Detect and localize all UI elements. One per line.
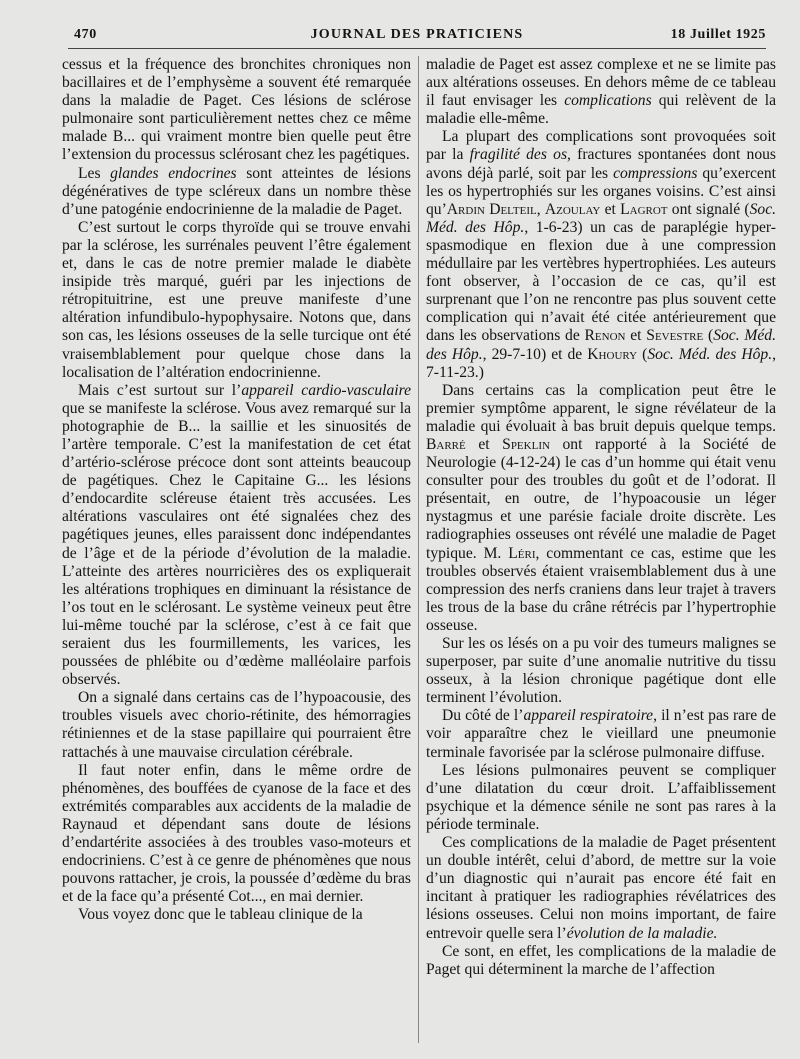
paragraph: Il faut noter enfin, dans le même ordre de phénomènes, des bouffées de cyanose de la face et des extrémités comparables aux accidents de la maladie de Raynaud et dépendant sans doute de lésions d’endartérite associées à des troubles vaso-moteurs et endocriniens. C’est à ce genre de phénomènes que nous pouvons rattacher, je crois, la poussée d’œdème du bras et de la face qu’a présenté Cot..., en mai dernier.	[62, 761, 411, 906]
paragraph: Les glandes endocrines sont atteintes de lésions dégénératives de type scléreux dans un nombre thèse d’une patogénie endocrinienne de la maladie de Paget.	[62, 164, 411, 218]
paragraph: Sur les os lésés on a pu voir des tumeurs malignes se superposer, par suite d’une anomalie nutritive du tissu osseux, à la lésion chronique pagétique dont elle terminent l’évolution.	[426, 635, 776, 707]
paragraph: Ces complications de la maladie de Paget présentent un double intérêt, celui d’abord, de mettre sur la voie d’un diagnostic qui n’aurait pas encore été fait en incitant à pratiquer les radiographies révélatrices des lésions osseuses. Celui non moins important, de faire entrevoir quelle sera l’évolution de la maladie.	[426, 834, 776, 942]
paragraph: Du côté de l’appareil respiratoire, il n’est pas rare de voir apparaître chez le vieillard une pneumonie terminale favorisée par la sclérose pulmonaire diffuse.	[426, 707, 776, 761]
page-header	[68, 24, 766, 49]
right-column	[426, 56, 776, 1043]
paragraph: cessus et la fréquence des bronchites chroniques non bacillaires et de l’emphysème a souvent été remarquée dans la maladie de Paget. Ces lésions de sclérose pulmonaire sont particulièrement nettes chez ce même malade B... qui vraiment montre bien quelle peut être l’extension du processus sclérosant chez les pagétiques.	[62, 56, 411, 164]
paragraph: Les lésions pulmonaires peuvent se compliquer d’une dilatation du cœur droit. L’affaiblissement psychique et la démence sénile ne sont pas rares à la période terminale.	[426, 761, 776, 833]
paragraph: La plupart des complications sont provoquées soit par la fragilité des os, fractures spontanées dont nous avons déjà parlé, soit par les compressions qu’exercent les os hypertrophiés sur les organes voisins. C’est ainsi qu’Ardin Delteil, Azoulay et Lagrot ont signalé (Soc. Méd. des Hôp., 1-6-23) un cas de paraplégie hyper-spasmodique en flexion due à une compression médullaire par les vertèbres hypertrophiées. Les auteurs font observer, à l’occasion de ce cas, qu’il est surprenant que l’on ne rencontre pas plus souvent cette complication qui n’avait été citée antérieurement que dans les observations de Renon et Sevestre (Soc. Méd. des Hôp., 29-7-10) et de Khoury (Soc. Méd. des Hôp., 7-11-23.)	[426, 128, 776, 381]
paragraph: maladie de Paget est assez complexe et ne se limite pas aux altérations osseuses. En dehors même de ce tableau il faut envisager les complications qui relèvent de la maladie elle-même.	[426, 56, 776, 128]
paragraph: On a signalé dans certains cas de l’hypoacousie, des troubles visuels avec chorio-rétinite, des hémorragies rétiniennes et de la stase papillaire qui pourraient être rattachés à une mauvaise circulation cérébrale.	[62, 689, 411, 761]
paragraph: Vous voyez donc que le tableau clinique de la	[78, 906, 363, 924]
page-number: 470	[74, 27, 97, 42]
paragraph: Mais c’est surtout sur l’appareil cardio-vasculaire que se manifeste la sclérose. Vous avez remarqué sur la photographie de B... la saillie et les sinuosités de l’artère temporale. C’est la manifestation de cet état d’artério-sclérose précoce dont sont atteints beaucoup de pagétiques. Chez le Capitaine G... les lésions d’endocardite scléreuse étaient très accusées. Les altérations vasculaires ont été signalées chez des pagétiques jeunes, elles paraissent donc indépendantes de l’âge et de la période d’évolution de la maladie. L’atteinte des artères nourricières des os expliquerait les altérations trophiques en diminuant la résistance de l’os tout en le sclérosant. Le système veineux peut être lui-même touché par la sclérose, c’est à ce fait que seraient dus les fourmillements, les varices, les poussées de phlébite ou d’œdème malléolaire parfois observés.	[62, 381, 411, 689]
left-column	[62, 56, 411, 1043]
paragraph: Ce sont, en effet, les complications de la maladie de Paget qui déterminent la marche de l’affection	[426, 942, 776, 978]
paragraph: Dans certains cas la complication peut être le premier symptôme apparent, le signe révélateur de la maladie qui évoluait à bas bruit depuis quelque temps. Barré et Speklin ont rapporté à la Société de Neurologie (4-12-24) le cas d’un homme qui était venu consulter pour des troubles du goût et de l’odorat. Il présentait, en outre, de l’hypoacousie un léger nystagmus et une parésie faciale droite discrète. Les radiographies osseuses ont révélé une maladie de Paget typique. M. Léri, commentant ce cas, estime que les troubles observés étaient vraisemblablement dus à une compression des nerfs craniens dans leur trajet à travers les trous de la base du crâne rétrécis par l’hypertrophie osseuse.	[426, 381, 776, 634]
issue-date: 18 Juillet 1925	[670, 27, 766, 42]
column-divider	[418, 56, 419, 1043]
journal-title: JOURNAL DES PRATICIENS	[310, 27, 524, 42]
paragraph: C’est surtout le corps thyroïde qui se trouve envahi par la sclérose, les surrénales peuvent l’être également et, dans le cas de notre premier malade le diabète insipide très marqué, guéri par les injections de rétropituitrine, est une preuve manifeste d’une altération infundibulo-hypophysaire. Notons que, dans son cas, les lésions osseuses de la selle turcique ont été vraisemblablement pour quelque chose dans la localisation de l’altération endocrinienne.	[62, 218, 411, 381]
